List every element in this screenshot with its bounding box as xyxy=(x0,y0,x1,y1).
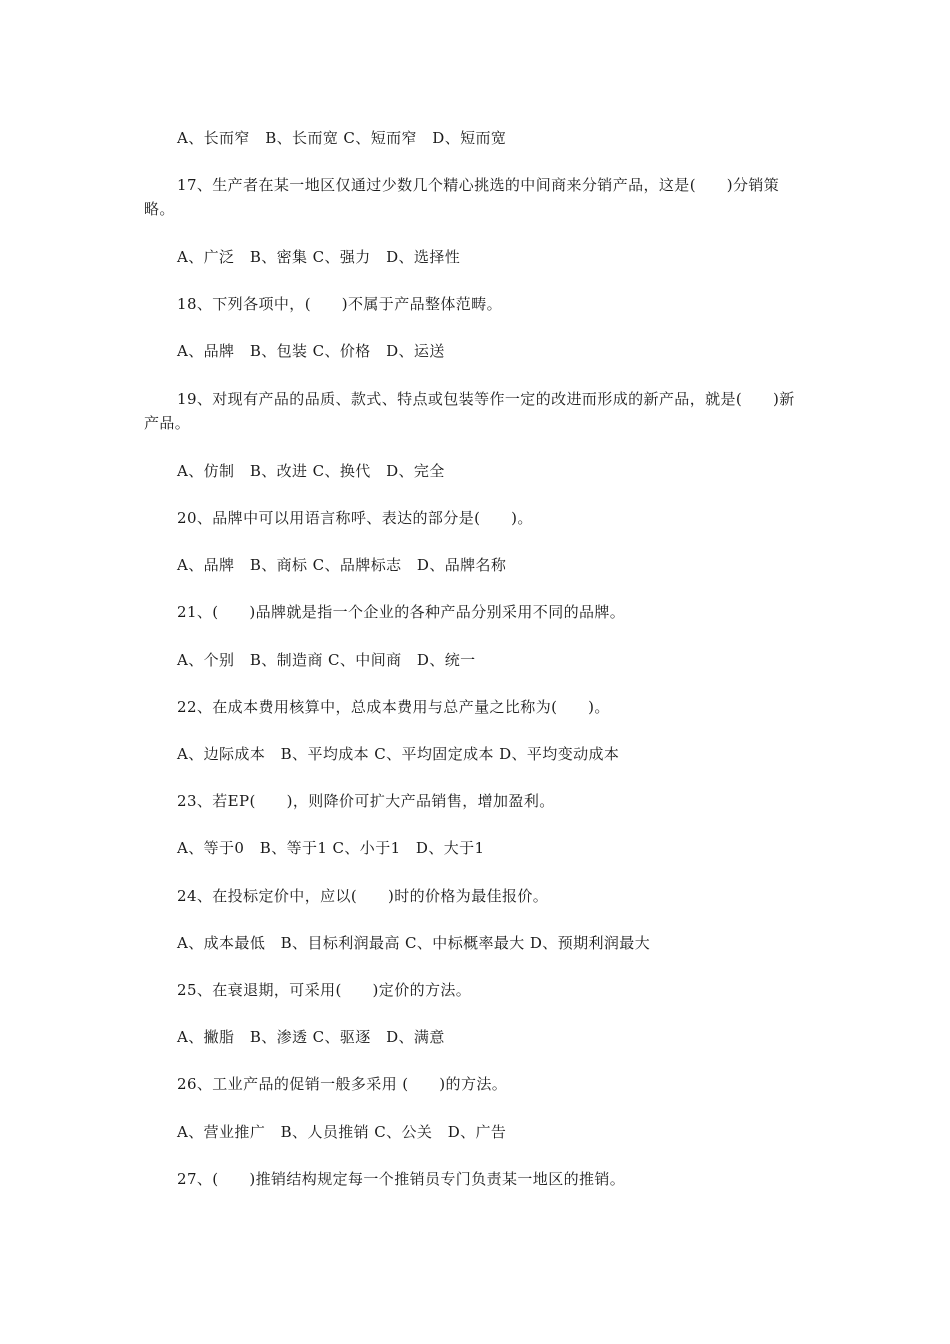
question-19: 19、对现有产品的品质、款式、特点或包装等作一定的改进而形成的新产品，就是( )新产品。 xyxy=(144,390,795,432)
option-line-26: A、营业推广 B、人员推销 C、公关 D、广告 xyxy=(177,1123,507,1141)
option-line-20: A、品牌 B、商标 C、品牌标志 D、品牌名称 xyxy=(177,556,507,574)
question-25: 25、在衰退期，可采用( )定价的方法。 xyxy=(177,981,472,999)
option-line-18: A、品牌 B、包装 C、价格 D、运送 xyxy=(177,342,445,360)
option-line-19: A、仿制 B、改进 C、换代 D、完全 xyxy=(177,462,445,480)
question-20: 20、品牌中可以用语言称呼、表达的部分是( )。 xyxy=(177,509,533,527)
question-18: 18、下列各项中，( )不属于产品整体范畴。 xyxy=(177,295,502,313)
question-17: 17、生产者在某一地区仅通过少数几个精心挑选的中间商来分销产品，这是( )分销策略。 xyxy=(144,176,780,218)
question-24: 24、在投标定价中，应以( )时的价格为最佳报价。 xyxy=(177,887,549,905)
option-line-22: A、边际成本 B、平均成本 C、平均固定成本 D、平均变动成本 xyxy=(177,745,620,763)
option-line-21: A、个别 B、制造商 C、中间商 D、统一 xyxy=(177,651,476,669)
option-line-23: A、等于0 B、等于1 C、小于1 D、大于1 xyxy=(177,839,485,857)
question-21: 21、( )品牌就是指一个企业的各种产品分别采用不同的品牌。 xyxy=(177,603,626,621)
question-23: 23、若EP( )，则降价可扩大产品销售，增加盈利。 xyxy=(177,792,555,810)
option-line-17: A、广泛 B、密集 C、强力 D、选择性 xyxy=(177,248,461,266)
option-line-16: A、长而窄 B、长而宽 C、短而窄 D、短而宽 xyxy=(177,129,507,147)
option-line-25: A、撇脂 B、渗透 C、驱逐 D、满意 xyxy=(177,1028,445,1046)
question-26: 26、工业产品的促销一般多采用 ( )的方法。 xyxy=(177,1075,508,1093)
question-22: 22、在成本费用核算中，总成本费用与总产量之比称为( )。 xyxy=(177,698,610,716)
option-line-24: A、成本最低 B、目标利润最高 C、中标概率最大 D、预期利润最大 xyxy=(177,934,651,952)
question-27: 27、( )推销结构规定每一个推销员专门负责某一地区的推销。 xyxy=(177,1170,626,1188)
